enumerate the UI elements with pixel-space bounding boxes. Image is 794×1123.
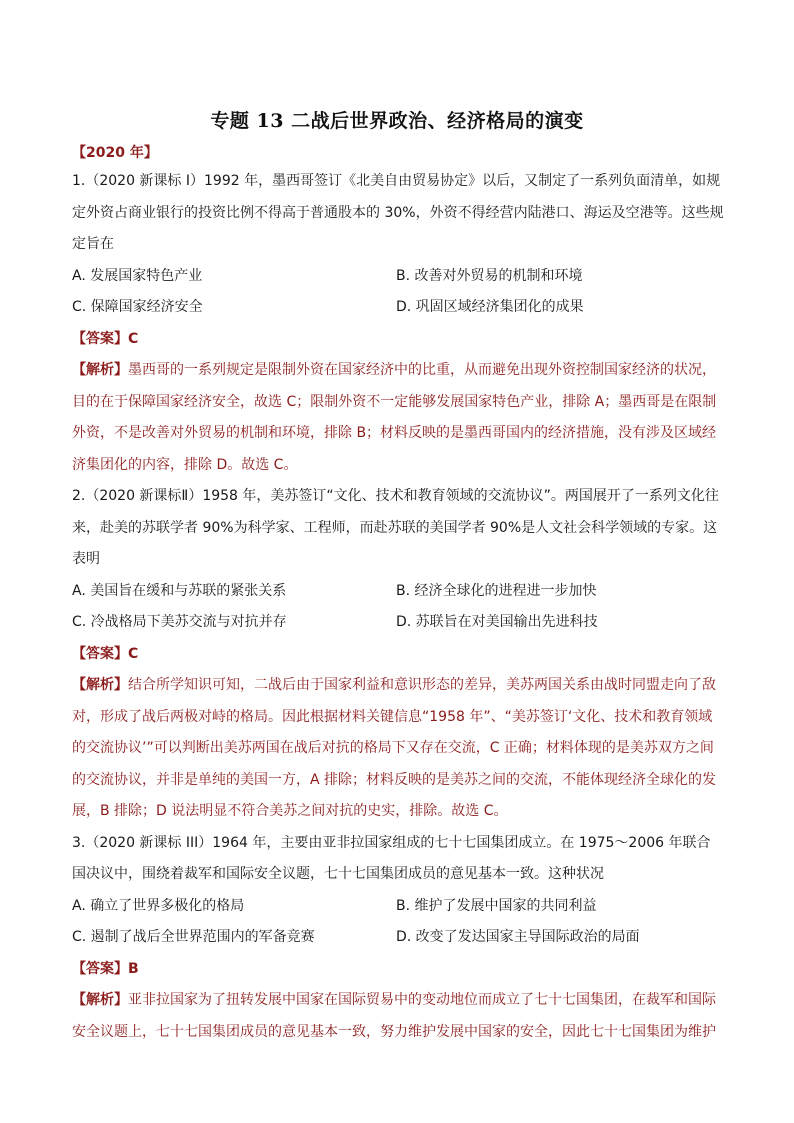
analysis-text: 结合所学知识可知，二战后由于国家利益和意识形态的差异，美苏两国关系由战时同盟走向了敌对，形成了战后两极对峙的格局。因此根据材料关键信息“1958 年”、“美苏签订‘文化、技术和教育领域的交流协议’”可以判断出美苏两国在战后对抗的格局下又存在交流，C 正确；材料体现的是美苏双方之间的交流协议，并非是单纯的美国一方，A 排除；材料反映的是美苏之间的交流，不能体现经济全球化的发展，B 排除；D 说法明显不符合美苏之间对抗的史实，排除。故选 C。 xyxy=(72,677,717,819)
analysis-text: 墨西哥的一系列规定是限制外资在国家经济中的比重，从而避免出现外资控制国家经济的状况，目的在于保障国家经济安全，故选 C；限制外资不一定能够发展国家特色产业，排除 A；墨西哥是在限制外资，不是改善对外贸易的机制和环境，排除 B；材料反映的是墨西哥国内的经济措施，没有涉及区域经济集团化的内容，排除 D。故选 C。 xyxy=(72,362,717,473)
answer-label: 【答案】 xyxy=(72,645,128,662)
option-b: B. 改善对外贸易的机制和环境 xyxy=(396,267,583,284)
question-2 xyxy=(72,481,724,828)
option-d: D. 苏联旨在对美国输出先进科技 xyxy=(396,614,598,630)
answer-value: C xyxy=(128,645,139,662)
analysis-label: 【解析】 xyxy=(72,362,128,378)
option-a: A. 确立了世界多极化的格局 xyxy=(72,897,245,914)
analysis-block xyxy=(72,985,724,1048)
analysis-text: 亚非拉国家为了扭转发展中国家在国际贸易中的变动地位而成立了七十七国集团，在裁军和国际安全议题上，七十七国集团成员的意见基本一致，努力维护发展中国家的安全，因此七十七国集团为维护 xyxy=(72,992,716,1040)
option-c: C. 冷战格局下美苏交流与对抗并存 xyxy=(72,614,287,630)
analysis-block xyxy=(72,355,724,481)
analysis-label: 【解析】 xyxy=(72,677,128,693)
option-a: A. 美国旨在缓和与苏联的紧张关系 xyxy=(72,582,287,599)
question-stem: 3.（2020 新课标 III）1964 年，主要由亚非拉国家组成的七十七国集团成立。在 1975～2006 年联合国决议中，围绕着裁军和国际安全议题，七十七国集团成员的意见基本一致。这种状况 xyxy=(72,834,711,882)
answer-line xyxy=(72,324,724,356)
answer-line xyxy=(72,954,724,986)
analysis-block xyxy=(72,670,724,828)
answer-value: C xyxy=(128,330,139,347)
question-stem: 2.（2020 新课标Ⅱ）1958 年，美苏签订“文化、技术和教育领域的交流协议”。两国展开了一系列文化往来，赴美的苏联学者 90%为科学家、工程师，而赴苏联的美国学者 90%是人文社会科学领域的专家。这表明 xyxy=(72,488,719,567)
analysis-label: 【解析】 xyxy=(72,992,128,1008)
year-heading: 【2020 年】 xyxy=(72,145,158,161)
options-grid xyxy=(72,576,724,639)
question-3 xyxy=(72,828,724,1049)
answer-value: B xyxy=(128,960,139,977)
options-grid xyxy=(72,891,724,954)
answer-line xyxy=(72,639,724,671)
answer-label: 【答案】 xyxy=(72,330,128,347)
option-a: A. 发展国家特色产业 xyxy=(72,267,203,284)
question-1 xyxy=(72,166,724,481)
option-d: D. 改变了发达国家主导国际政治的局面 xyxy=(396,929,640,945)
document-content xyxy=(72,140,724,1048)
option-c: C. 保障国家经济安全 xyxy=(72,299,203,315)
option-c: C. 遏制了战后全世界范围内的军备竞赛 xyxy=(72,929,315,945)
question-stem: 1.（2020 新课标 I）1992 年，墨西哥签订《北美自由贸易协定》以后，又制定了一系列负面清单，如规定外资占商业银行的投资比例不得高于普通股本的 30%，外资不得经营内陆港口、海运及空港等。这些规定旨在 xyxy=(72,173,724,252)
option-b: B. 经济全球化的进程进一步加快 xyxy=(396,582,597,599)
page-title: 专题 13 二战后世界政治、经济格局的演变 xyxy=(210,110,584,132)
answer-label: 【答案】 xyxy=(72,960,128,977)
option-d: D. 巩固区域经济集团化的成果 xyxy=(396,299,584,315)
option-b: B. 维护了发展中国家的共同利益 xyxy=(396,897,597,914)
options-grid xyxy=(72,261,724,324)
